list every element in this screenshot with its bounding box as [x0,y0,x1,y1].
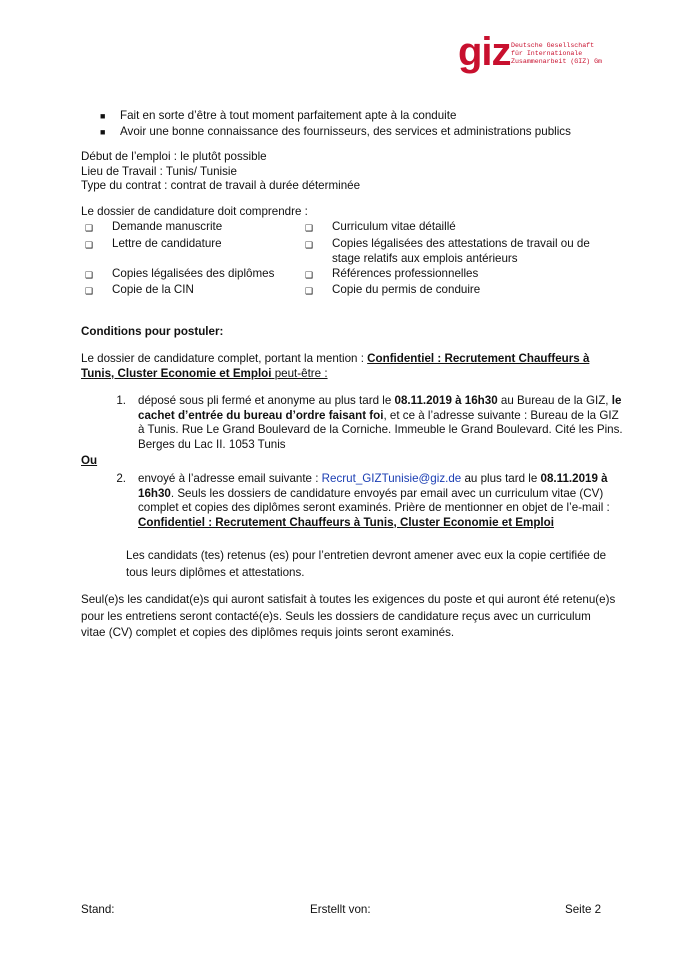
item-text: . Seuls les dossiers de candidature envoyés par email avec un curriculum vitae (CV) [170,486,604,500]
list-item [85,283,615,299]
giz-logo-name [511,42,602,66]
closing-line: Seul(e)s les candidat(e)s qui auront satisfait à toutes les exigences du poste et qui auront été retenu(e)s [81,593,616,606]
logo-name-line: für Internationale [511,50,583,57]
checkbox-icon: ❑ [85,223,94,233]
item-bold-text: le [611,394,622,407]
checkbox-icon: ❑ [305,223,314,233]
deadline-text: 08.11.2019 à [540,472,608,485]
checkbox-icon: ❑ [85,240,94,250]
list-item-text: Avoir une bonne connaissance des fournisseurs, des services et administrations publics [120,124,571,138]
or-separator [81,454,97,469]
list-item-text [332,237,615,267]
item-text: au Bureau de la GIZ, [497,394,612,407]
logo-name-line: Deutsche Gesellschaft [511,42,595,49]
contract-type-text: Type du contrat : contrat de travail à durée déterminée [81,179,361,193]
logo-name-line: Zusammenarbeit (GIZ) Gm [511,58,603,65]
item-line: Berges du Lac II. 1053 Tunis [138,437,286,451]
checkbox-icon: ❑ [305,240,314,250]
email-subject-text: Confidentiel : Recrutement Chauffeurs à Tunis, Cluster Economie et Emploi [138,515,554,529]
item-line: complet et copies des diplômes seront examinés. Prière de mentionner en objet de l’e-mail : [138,501,610,515]
list-item-text: Copies légalisées des diplômes [112,267,275,280]
list-item-text-line: stage relatifs aux emplois antérieurs [332,251,518,265]
conditions-intro-line [81,367,601,382]
item-line [138,409,623,424]
email-link[interactable]: Recrut_GIZTunisie@giz.de [321,472,462,485]
closing-line: vitae (CV) complet et copies des diplômes requis joints seront examinés. [81,626,455,639]
item-line [138,472,610,487]
item-text: , et ce à l’adresse suivante : Bureau de la GIZ [383,408,619,422]
bullet-icon: ■ [100,111,106,121]
numbered-item-1 [103,394,623,452]
start-date-text: Début de l’emploi : le plutôt possible [81,150,267,163]
footer-created-by: Erstellt von: [310,903,371,916]
item-line [138,487,610,502]
top-bullet-list [100,109,620,140]
list-item-text: Copie de la CIN [112,283,194,296]
job-info [81,150,601,194]
list-item-text: Références professionnelles [332,267,479,280]
intro-tail: peut-être : [271,366,328,380]
item-text: envoyé à l’adresse email suivante : [138,472,322,485]
footer-stand: Stand: [81,903,115,916]
item-number: 2. [116,472,126,485]
intro-text: Le dossier de candidature complet, portant la mention : [81,352,368,365]
dossier-checklist [85,220,615,299]
list-item [85,220,615,237]
list-item-text: Curriculum vitae détaillé [332,220,456,233]
checkbox-icon: ❑ [305,270,314,280]
or-text: Ou [81,454,98,467]
item-line [138,394,623,409]
item-line: à Tunis. Rue Le Grand Boulevard de la Corniche. Immeuble le Grand Boulevard. Cité les Pins. [138,423,623,437]
intro-mention: Confidentiel : Recrutement Chauffeurs à [367,352,590,365]
footer-page-number: Seite 2 [565,903,602,916]
intro-mention: Tunis, Cluster Economie et Emploi [81,366,272,380]
giz-logo: giz [458,30,511,74]
conditions-intro [81,352,601,381]
item-number: 1. [116,394,126,407]
item-text: au plus tard le [461,472,541,485]
closing-paragraph [81,592,616,642]
checkbox-icon: ❑ [85,286,94,296]
list-item-text: Fait en sorte d’être à tout moment parfaitement apte à la conduite [120,109,457,122]
bullet-icon: ■ [100,126,106,137]
list-item-text: Copie du permis de conduire [332,283,481,296]
list-item [100,109,620,124]
deadline-text: 08.11.2019 à 16h30 [394,394,498,407]
list-item [85,267,615,283]
dossier-intro: Le dossier de candidature doit comprendre : [81,205,308,218]
checkbox-icon: ❑ [85,270,94,280]
note-line: tous leurs diplômes et attestations. [126,566,305,579]
list-item-text: Demande manuscrite [112,220,223,233]
item-text: déposé sous pli fermé et anonyme au plus tard le [138,394,395,407]
list-item-text: Lettre de candidature [112,237,222,250]
item-line [138,516,610,531]
conditions-heading-text: Conditions pour postuler: [81,325,224,338]
item-bold-text: cachet d’entrée du bureau d’ordre faisant foi [138,408,384,422]
numbered-item-2 [103,472,610,530]
checkbox-icon: ❑ [305,286,314,296]
work-place-text: Lieu de Travail : Tunis/ Tunisie [81,164,237,178]
deadline-text: 16h30 [138,486,171,500]
candidates-note [126,547,606,581]
note-line: Les candidats (tes) retenus (es) pour l’entretien devront amener avec eux la copie certifiée de [126,549,607,562]
list-item [85,237,615,267]
conditions-heading [81,325,601,340]
conditions-intro-line [81,352,601,367]
list-item [100,125,620,140]
closing-line: pour les entretiens seront contacté(e)s. Seuls les dossiers de candidature reçus avec un curriculum [81,609,591,623]
list-item-text-line: Copies légalisées des attestations de travail ou de [332,237,590,250]
